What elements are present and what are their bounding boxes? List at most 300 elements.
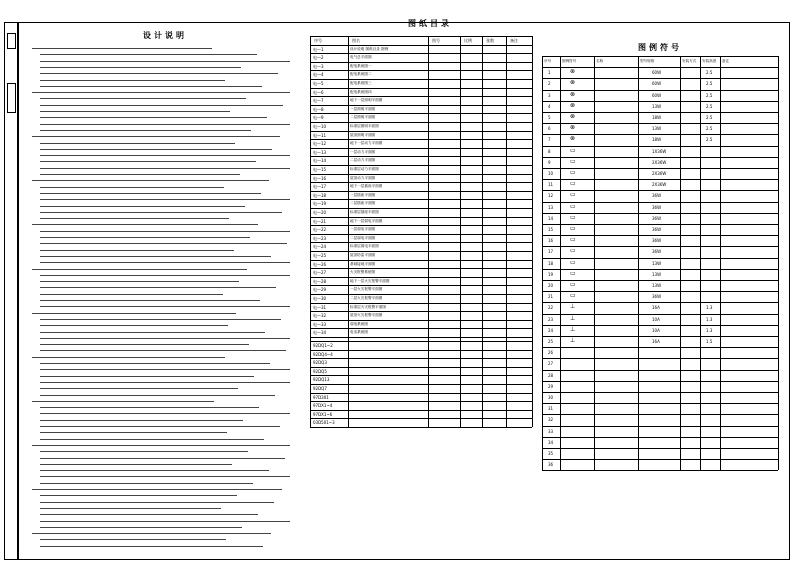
- table-line: [310, 70, 532, 71]
- legend-symbol-icon: ▭: [570, 180, 576, 188]
- legend-spec: 13W: [652, 103, 662, 109]
- index-header-cell: 序号: [314, 38, 322, 43]
- table-line: [310, 268, 532, 269]
- index-row-title: 二层照明平面图: [350, 115, 376, 120]
- legend-spec: 36W: [652, 294, 662, 300]
- table-line: [428, 36, 429, 427]
- table-line: [542, 123, 778, 124]
- legend-spec: 16A: [652, 305, 660, 311]
- index-row-number: 电—5: [313, 81, 324, 86]
- note-line: [40, 237, 250, 238]
- note-line: [40, 218, 229, 219]
- note-line: [40, 344, 249, 345]
- note-line: [40, 155, 290, 156]
- legend-header-cell: 备注: [722, 59, 730, 63]
- table-line: [310, 251, 532, 252]
- table-line: [542, 190, 778, 191]
- table-line: [310, 36, 311, 427]
- legend-spec: 60W: [652, 92, 662, 98]
- table-line: [720, 56, 721, 470]
- legend-row-number: 6: [548, 126, 551, 132]
- legend-row-number: 12: [548, 193, 554, 199]
- table-line: [542, 168, 778, 169]
- legend-symbol-icon: ▭: [570, 247, 576, 255]
- index-row-title: 地下一层火灾报警平面图: [350, 278, 390, 283]
- legend-spec: 13W: [652, 283, 662, 288]
- note-line: [32, 445, 290, 446]
- index-std-row: 97DX1~6: [313, 411, 333, 417]
- index-row-number: 电—30: [313, 296, 327, 301]
- note-line: [40, 420, 243, 421]
- index-row-title: 配电系统图一: [350, 63, 372, 68]
- legend-header-cell: 安装高度: [702, 59, 717, 63]
- note-line: [40, 54, 257, 55]
- note-line: [40, 174, 240, 175]
- note-line: [40, 338, 290, 339]
- index-row-title: 火灾报警系统图: [350, 270, 376, 275]
- legend-symbol-icon: ⊗: [570, 79, 576, 87]
- index-row-number: 电—7: [313, 98, 324, 104]
- table-line: [310, 225, 532, 226]
- legend-spec: 36W: [652, 227, 662, 232]
- table-line: [542, 235, 778, 236]
- legend-symbol-icon: ▭: [570, 202, 576, 210]
- legend-row-number: 18: [548, 260, 554, 266]
- index-std-row: 92DQ3: [313, 360, 327, 366]
- note-line: [40, 426, 280, 427]
- table-line: [310, 217, 532, 218]
- legend-symbol-icon: ▭: [570, 225, 576, 232]
- index-header-cell: 图名: [352, 38, 360, 43]
- legend-symbol-icon: ⊗: [570, 113, 576, 120]
- legend-row-number: 2: [548, 81, 551, 87]
- table-line: [560, 56, 561, 470]
- note-line: [40, 256, 271, 257]
- table-line: [310, 427, 532, 428]
- table-line: [310, 191, 532, 192]
- note-line: [40, 73, 278, 74]
- legend-row-number: 24: [548, 327, 554, 333]
- note-line: [40, 495, 237, 496]
- index-row-title: 一层火灾报警平面图: [350, 287, 383, 292]
- table-line: [542, 314, 778, 315]
- table-line: [542, 414, 778, 415]
- index-row-title: 设计说明 图纸目录 图例: [350, 46, 389, 51]
- note-line: [32, 92, 290, 93]
- table-line: [310, 384, 532, 385]
- table-line: [310, 234, 532, 235]
- index-row-title: 地下一层照明平面图: [350, 98, 383, 103]
- legend-row-number: 9: [548, 159, 551, 165]
- index-row-number: 电—28: [313, 278, 327, 284]
- drawing-index-title: 图纸目录: [408, 19, 452, 28]
- table-line: [542, 426, 778, 427]
- index-row-title: 屋顶照明平面图: [350, 132, 376, 137]
- table-line: [542, 381, 778, 382]
- legend-row-number: 35: [548, 451, 554, 456]
- note-line: [40, 508, 221, 509]
- note-line: [40, 413, 290, 414]
- legend-row-number: 7: [548, 137, 551, 143]
- legend-spec: 13W: [652, 260, 662, 266]
- table-line: [542, 134, 778, 135]
- legend-row-number: 30: [548, 395, 554, 400]
- note-line: [40, 369, 290, 370]
- index-row-number: 电—1: [313, 46, 324, 52]
- note-line: [40, 149, 272, 150]
- legend-spec: 16A: [652, 339, 660, 344]
- index-row-number: 电—9: [313, 115, 324, 121]
- legend-symbol-icon: ▭: [570, 146, 576, 154]
- note-line: [40, 306, 290, 307]
- table-line: [460, 36, 461, 427]
- legend-spec: 2X36W: [652, 171, 667, 176]
- legend-spec: 60W: [652, 70, 662, 76]
- index-row-number: 电—3: [313, 63, 324, 69]
- index-row-number: 电—13: [313, 149, 327, 155]
- legend-symbol-icon: ▭: [570, 213, 576, 221]
- note-line: [40, 319, 281, 320]
- note-line: [32, 533, 271, 534]
- table-line: [310, 148, 532, 149]
- note-line: [32, 357, 225, 358]
- table-line: [542, 448, 778, 449]
- legend-height: 2.5: [706, 115, 713, 120]
- note-line: [40, 105, 283, 106]
- legend-row-number: 32: [548, 417, 554, 423]
- index-row-number: 电—19: [313, 201, 327, 207]
- table-line: [310, 122, 532, 123]
- index-row-number: 电—6: [313, 89, 324, 95]
- legend-height: 1.3: [706, 327, 713, 333]
- index-row-number: 电—24: [313, 244, 327, 250]
- note-line: [40, 111, 230, 112]
- index-row-title: 二层弱电平面图: [350, 235, 376, 240]
- legend-symbol-icon: ⊗: [570, 101, 576, 109]
- index-row-title: 一层动力平面图: [350, 149, 376, 154]
- legend-spec: 18W: [652, 115, 662, 120]
- legend-symbol-icon: ⊗: [570, 135, 576, 143]
- note-line: [40, 80, 225, 81]
- legend-symbol-icon: ▭: [570, 191, 576, 199]
- note-line: [40, 61, 290, 62]
- legend-height: 2.5: [706, 92, 713, 98]
- legend-row-number: 16: [548, 238, 554, 244]
- table-line: [542, 112, 778, 113]
- index-row-title: 屋顶火灾报警平面图: [350, 313, 383, 318]
- table-line: [310, 199, 532, 200]
- index-row-number: 电—14: [313, 158, 327, 164]
- index-header-cell: 备注: [510, 38, 518, 43]
- legend-symbol-icon: ⊥: [570, 325, 576, 333]
- table-line: [310, 303, 532, 304]
- index-std-row: 92DQ4~4: [313, 351, 333, 357]
- table-line: [310, 341, 532, 342]
- table-line: [482, 36, 483, 427]
- legend-row-number: 28: [548, 372, 554, 378]
- note-line: [40, 275, 290, 276]
- legend-header-cell: 图例符号: [562, 59, 577, 63]
- table-line: [542, 67, 778, 68]
- legend-symbol-icon: ⊗: [570, 90, 576, 98]
- legend-height: 2.5: [706, 81, 713, 87]
- legend-symbol-icon: ⊥: [570, 303, 576, 311]
- legend-spec: 36W: [652, 215, 662, 221]
- table-line: [542, 392, 778, 393]
- legend-row-number: 11: [548, 182, 554, 188]
- index-row-number: 电—33: [313, 321, 327, 327]
- index-std-row: 92DQ7: [313, 386, 327, 391]
- legend-height: 2.5: [706, 70, 713, 76]
- table-line: [310, 358, 532, 359]
- legend-header-cell: 序号: [544, 59, 552, 63]
- index-row-number: 电—34: [313, 330, 327, 336]
- note-line: [40, 363, 270, 364]
- index-row-title: 一层照明平面图: [350, 106, 376, 111]
- note-line: [32, 180, 269, 181]
- legend-symbol-icon: ⊗: [570, 124, 576, 132]
- note-line: [40, 98, 246, 99]
- table-line: [310, 410, 532, 411]
- note-line: [32, 489, 282, 490]
- note-line: [40, 300, 260, 301]
- legend-symbol-icon: ⊥: [570, 314, 576, 322]
- table-line: [542, 470, 778, 471]
- index-row-title: 标准层火灾报警平面图: [350, 304, 386, 309]
- note-line: [40, 382, 290, 383]
- index-row-number: 电—20: [313, 210, 327, 215]
- table-line: [310, 393, 532, 394]
- legend-row-number: 19: [548, 271, 554, 277]
- legend-row-number: 14: [548, 215, 554, 221]
- index-row-number: 电—12: [313, 141, 327, 147]
- table-line: [310, 96, 532, 97]
- legend-row-number: 15: [548, 227, 554, 232]
- table-line: [310, 45, 532, 46]
- legend-spec: 2X36W: [652, 182, 667, 188]
- note-line: [32, 313, 236, 314]
- index-row-number: 电—10: [313, 124, 327, 129]
- note-line: [40, 250, 234, 251]
- note-line: [40, 117, 267, 118]
- legend-height: 1.3: [706, 316, 713, 322]
- index-row-title: 电气总平面图: [350, 55, 372, 60]
- note-line: [40, 388, 238, 389]
- table-line: [542, 78, 778, 79]
- note-line: [32, 224, 258, 225]
- table-line: [310, 182, 532, 183]
- index-row-number: 电—29: [313, 287, 327, 293]
- note-line: [40, 502, 274, 503]
- note-line: [40, 527, 242, 528]
- note-line: [40, 521, 290, 522]
- index-row-number: 电—32: [313, 313, 327, 319]
- table-line: [310, 242, 532, 243]
- index-std-row: 97D301: [313, 394, 329, 400]
- table-line: [310, 88, 532, 89]
- legend-row-number: 8: [548, 148, 551, 154]
- note-line: [40, 67, 241, 68]
- index-std-row: 97DX1~4: [313, 403, 333, 409]
- index-row-number: 电—16: [313, 175, 327, 181]
- note-line: [40, 231, 290, 232]
- table-line: [638, 56, 639, 470]
- note-line: [40, 287, 276, 288]
- legend-row-number: 4: [548, 103, 551, 109]
- index-row-title: 基础接地平面图: [350, 261, 376, 266]
- note-line: [40, 143, 235, 144]
- index-row-title: 二层火灾报警平面图: [350, 296, 383, 300]
- note-line: [40, 395, 275, 396]
- index-row-title: 屋顶动力平面图: [350, 175, 376, 180]
- table-line: [700, 56, 701, 470]
- legend-spec: 36W: [652, 204, 662, 210]
- legend-symbol-icon: ▭: [570, 258, 576, 266]
- legend-row-number: 29: [548, 383, 554, 389]
- legend-row-number: 34: [548, 439, 554, 445]
- table-line: [542, 202, 778, 203]
- index-row-number: 电—31: [313, 304, 327, 310]
- note-line: [40, 546, 263, 547]
- table-line: [542, 358, 778, 359]
- index-row-title: 标准层照明平面图: [350, 124, 379, 128]
- table-line: [310, 105, 532, 106]
- note-line: [40, 206, 245, 207]
- legend-spec: 36W: [652, 238, 662, 244]
- table-line: [542, 101, 778, 102]
- table-line: [680, 56, 681, 470]
- index-std-row: 92DQ5: [313, 368, 327, 374]
- index-std-row: 92DQ1~2: [313, 343, 333, 348]
- note-line: [40, 243, 287, 244]
- index-row-title: 二层插座平面图: [350, 201, 376, 206]
- table-line: [310, 79, 532, 80]
- index-row-number: 电—23: [313, 235, 327, 241]
- index-row-title: 地下一层动力平面图: [350, 141, 383, 146]
- table-line: [310, 337, 532, 338]
- legend-spec: 10A: [652, 327, 660, 333]
- note-line: [40, 451, 248, 452]
- note-line: [40, 193, 261, 194]
- index-header-cell: 张数: [486, 38, 494, 43]
- index-row-title: 配电系统图四: [350, 89, 372, 94]
- note-line: [40, 464, 232, 465]
- note-line: [40, 130, 251, 131]
- note-line: [40, 212, 282, 213]
- note-line: [40, 539, 226, 540]
- table-line: [542, 146, 778, 147]
- legend-symbol-icon: ▭: [570, 281, 576, 288]
- index-row-number: 电—15: [313, 167, 327, 172]
- note-line: [40, 350, 286, 351]
- table-line: [310, 62, 532, 63]
- index-header-cell: 图号: [432, 38, 440, 43]
- index-row-title: 标准层插座平面图: [350, 210, 379, 214]
- index-row-title: 标准层动力平面图: [350, 167, 379, 171]
- note-line: [40, 168, 290, 169]
- legend-symbol-icon: ▭: [570, 157, 576, 165]
- legend-row-number: 21: [548, 294, 554, 300]
- legend-row-number: 26: [548, 350, 554, 356]
- index-header-cell: 比例: [464, 38, 472, 43]
- legend-symbol-icon: ▭: [570, 236, 576, 244]
- note-line: [32, 269, 247, 270]
- table-line: [310, 367, 532, 368]
- index-row-title: 配电系统图二: [350, 72, 372, 77]
- table-line: [542, 459, 778, 460]
- table-line: [310, 165, 532, 166]
- index-row-title: 地下一层插座平面图: [350, 184, 383, 189]
- index-row-title: 一层插座平面图: [350, 192, 376, 197]
- table-line: [542, 403, 778, 404]
- table-line: [542, 325, 778, 326]
- legend-height: 1.5: [706, 339, 713, 344]
- index-row-number: 电—18: [313, 192, 327, 198]
- table-line: [542, 347, 778, 348]
- table-line: [310, 285, 532, 286]
- note-line: [40, 483, 253, 484]
- legend-spec: 2X36W: [652, 159, 667, 165]
- table-line: [310, 277, 532, 278]
- legend-spec: 13W: [652, 126, 662, 132]
- table-line: [310, 208, 532, 209]
- table-line: [506, 36, 507, 427]
- table-line: [310, 131, 532, 132]
- legend-spec: 1X36W: [652, 148, 667, 154]
- table-line: [348, 36, 349, 427]
- legend-spec: 10A: [652, 316, 660, 322]
- note-line: [40, 187, 224, 188]
- legend-header-cell: 名称: [596, 59, 604, 63]
- index-row-title: 弱电系统图: [350, 321, 368, 326]
- legend-row-number: 10: [548, 171, 554, 176]
- index-std-row: 03D501~3: [313, 420, 335, 426]
- note-line: [40, 262, 290, 263]
- table-line: [310, 36, 532, 37]
- legend-row-number: 27: [548, 361, 554, 367]
- table-line: [542, 246, 778, 247]
- table-line: [542, 179, 778, 180]
- legend-row-number: 5: [548, 115, 551, 120]
- index-row-number: 电—2: [313, 55, 324, 61]
- index-row-title: 配电系统图三: [350, 81, 372, 85]
- note-line: [40, 86, 262, 87]
- legend-row-number: 22: [548, 305, 554, 311]
- table-line: [310, 418, 532, 419]
- index-row-title: 电话系统图: [350, 330, 368, 335]
- note-line: [32, 136, 280, 137]
- table-line: [542, 56, 778, 57]
- note-line: [32, 48, 212, 49]
- legend-row-number: 17: [548, 249, 554, 255]
- note-line: [40, 332, 265, 333]
- legend-height: 2.5: [706, 126, 713, 132]
- table-line: [310, 401, 532, 402]
- note-line: [40, 476, 290, 477]
- design-notes-title: 设计说明: [143, 31, 187, 40]
- legend-row-number: 1: [548, 70, 551, 76]
- legend-spec: 60W: [652, 81, 662, 87]
- table-line: [542, 269, 778, 270]
- legend-row-number: 25: [548, 339, 554, 344]
- table-line: [542, 370, 778, 371]
- table-line: [310, 113, 532, 114]
- table-line: [542, 336, 778, 337]
- legend-row-number: 31: [548, 406, 554, 412]
- index-row-number: 电—11: [313, 132, 327, 138]
- table-line: [542, 291, 778, 292]
- legend-row-number: 23: [548, 316, 554, 322]
